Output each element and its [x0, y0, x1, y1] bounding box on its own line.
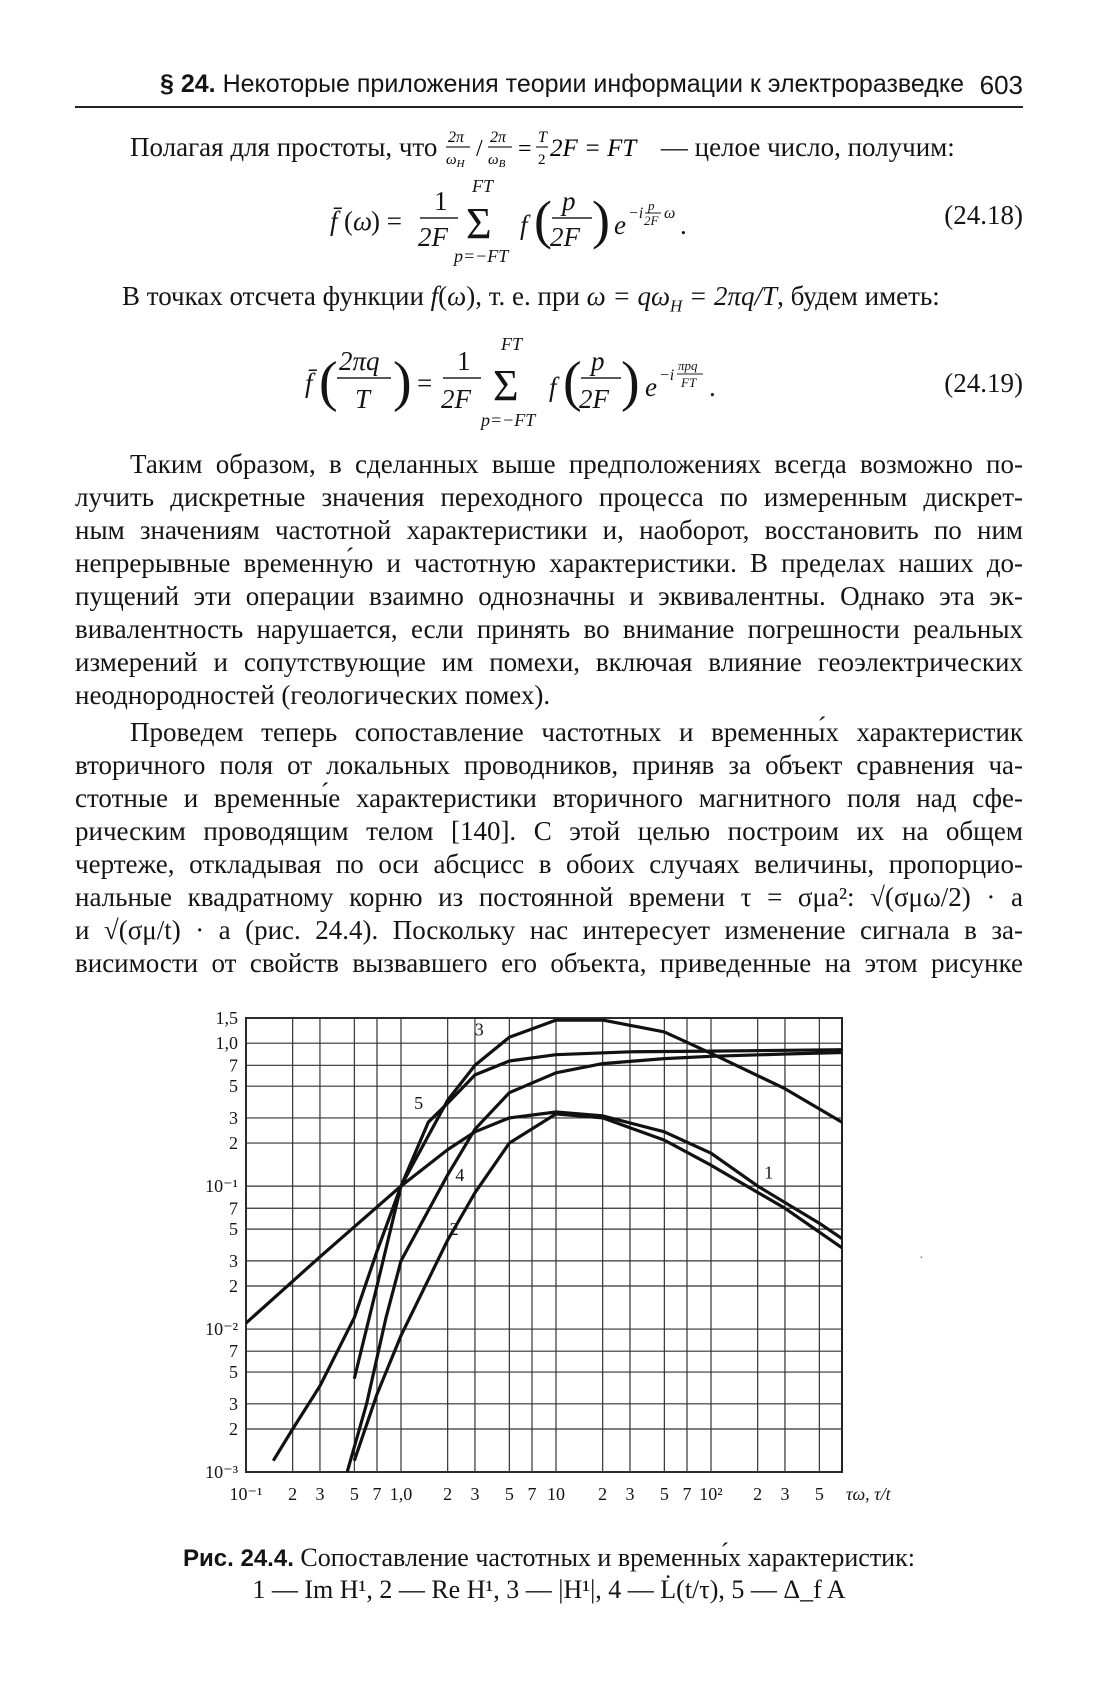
x-tick-label: 2 [598, 1484, 608, 1504]
x-tick-label: 7 [527, 1484, 537, 1504]
figure-caption-title: Сопоставление частотных и временны́х характеристик: [300, 1543, 915, 1572]
svg-text:(: ( [563, 351, 582, 413]
x-tick-label: 3 [470, 1484, 480, 1504]
points-mid: , т. е. при [475, 281, 580, 311]
svg-text:1: 1 [457, 346, 471, 376]
stray-dot: · [919, 1251, 924, 1266]
y-tick-label: 1,5 [215, 1008, 238, 1028]
x-tick-label: 3 [625, 1484, 635, 1504]
svg-text:f̄: f̄ [330, 206, 338, 236]
svg-text:ω: ω [353, 206, 373, 236]
equation-24-19-number: (24.19) [944, 368, 1023, 398]
svg-text:FT: FT [501, 334, 523, 354]
x-tick-label: 10⁻¹ [229, 1484, 263, 1504]
y-tick-label: 10⁻³ [205, 1462, 238, 1482]
y-tick-label: 5 [229, 1076, 238, 1097]
svg-text:FT: FT [681, 375, 697, 390]
equation-24-19-svg [305, 328, 775, 433]
svg-text:): ) [592, 190, 610, 250]
svg-text:e: e [614, 210, 626, 240]
equation-24-18-svg [330, 170, 770, 270]
para2-line: нальные квадратному корню из постоянной времени τ = σμa²: √(σμω/2) · a [75, 882, 1023, 912]
intro-line [130, 128, 1023, 168]
y-tick-label: 3 [229, 1107, 238, 1128]
para1-line: непрерывные временну́ю и частотную характеристики. В пределах наших до- [75, 548, 1023, 578]
svg-text:1: 1 [434, 186, 448, 216]
x-tick-label: 3 [315, 1484, 325, 1504]
y-tick-label: 10⁻¹ [205, 1176, 238, 1197]
para1-line: пущений эти операции взаимно однозначны и эквивалентны. Однако эта эк- [75, 581, 1023, 611]
svg-text:): ) [621, 351, 640, 413]
curve-label-1: 1 [764, 1162, 774, 1183]
x-tick-label: 5 [504, 1484, 514, 1504]
x-tick-label: 5 [349, 1484, 359, 1504]
points-fn: f [430, 281, 439, 311]
svg-text:p=−FT: p=−FT [454, 246, 509, 266]
y-tick-label: 5 [229, 1219, 238, 1240]
svg-text:T: T [355, 384, 371, 414]
x-tick-label: 10² [699, 1484, 723, 1504]
svg-text:) =: ) = [371, 206, 402, 236]
svg-text:ωB: $\omega_B$ [488, 152, 506, 170]
figure-caption [75, 1542, 1023, 1575]
x-tick-label: 1,0 [389, 1484, 413, 1504]
svg-text:2F: 2F [579, 384, 609, 414]
svg-text:(: ( [344, 206, 353, 236]
intro-suffix: — целое число, получим: [660, 132, 955, 162]
section-title: Некоторые приложения теории информации к электроразведке [222, 70, 964, 98]
svg-text:(: ( [319, 351, 338, 413]
svg-text:p: p [648, 198, 655, 213]
svg-text:−i: −i [659, 367, 675, 384]
y-tick-label: 2 [229, 1276, 238, 1297]
x-tick-label: 2 [288, 1484, 298, 1504]
intro-formula-svg [444, 128, 654, 168]
chart-svg [200, 1008, 891, 1510]
para2-line: вторичного поля от локальных проводников, приняв за объект сравнения ча- [75, 750, 1023, 780]
svg-text:2F = FT: 2F = FT [550, 135, 637, 162]
y-tick-label: 3 [229, 1250, 238, 1271]
svg-text:.: . [709, 372, 716, 402]
x-tick-label: 2 [443, 1484, 453, 1504]
svg-text:f̄: f̄ [305, 368, 313, 398]
para2-line: стотные и временны́е характеристики вторичного магнитного поля над сфе- [75, 783, 1023, 813]
svg-text:2F: 2F [418, 222, 448, 252]
y-tick-label: 2 [229, 1133, 238, 1154]
points-prefix: В точках отсчета функции [122, 281, 424, 311]
svg-text:f: f [520, 210, 528, 240]
x-tick-label: 7 [372, 1484, 382, 1504]
svg-text:2πq: 2πq [339, 346, 380, 376]
svg-text:πpq: πpq [678, 358, 698, 373]
points-formula: $\omega = q\omega_H = 2\pi q/T$ [586, 281, 778, 316]
y-tick-label: 1,0 [215, 1033, 238, 1054]
curve-label-5: 5 [414, 1093, 424, 1114]
y-tick-label: 7 [229, 1055, 238, 1076]
svg-text:2π: 2π [490, 129, 507, 146]
svg-text:T: T [538, 129, 548, 146]
para1-line: вивалентность нарушается, если принять во внимание погрешности реальных [75, 614, 1023, 644]
x-axis-label: τω, τ/t [846, 1484, 891, 1504]
x-tick-label: 3 [780, 1484, 790, 1504]
running-header [75, 66, 1023, 108]
svg-text:.: . [680, 210, 687, 240]
intro-formula [444, 129, 661, 170]
para1-line: неоднородностей (геологических помех). [75, 680, 551, 710]
svg-text:Σ: Σ [493, 361, 519, 410]
y-tick-label: 2 [229, 1418, 238, 1439]
x-tick-label: 7 [682, 1484, 692, 1504]
svg-text:p: p [562, 186, 576, 216]
svg-text:e: e [645, 372, 657, 402]
svg-text:2: 2 [538, 152, 546, 168]
svg-text:FT: FT [472, 176, 494, 196]
figure-caption-legend: 1 — Im H¹, 2 — Re H¹, 3 — |H¹|, 4 — L̇(t/τ), 5 — Δ_f A [252, 1575, 846, 1604]
svg-text:p: p [591, 346, 605, 376]
x-tick-label: 10 [547, 1484, 566, 1504]
svg-text:−i: −i [628, 205, 644, 222]
svg-text:2F: 2F [550, 222, 580, 252]
svg-text:): ) [393, 351, 412, 413]
y-tick-label: 10⁻² [205, 1319, 238, 1340]
curve-label-3: 3 [474, 1019, 484, 1040]
svg-text:=: = [518, 136, 532, 162]
figure-caption-label: Рис. 24.4. [183, 1545, 294, 1572]
svg-text:2π: 2π [448, 129, 465, 146]
para2-line: рическим проводящим телом [140]. С этой целью построим их на общем [75, 816, 1023, 846]
intro-prefix: Полагая для простоты, что [130, 132, 438, 162]
points-line: В точках отсчета функции f(ω), т. е. при $\omega = q\omega_H = 2\pi q/T$, будем иметь: [122, 281, 940, 316]
para2-line: Проведем теперь сопоставление частотных и временны́х характеристик [130, 717, 1023, 747]
x-tick-label: 5 [659, 1484, 669, 1504]
page-number: 603 [979, 70, 1023, 100]
para1-line: ным значениям частотной характеристики и, наоборот, восстановить по ним [75, 515, 1023, 545]
para2-line: и √(σμ/t) · a (рис. 24.4). Поскольку нас интересует изменение сигнала в за- [75, 915, 1023, 945]
y-tick-label: 3 [229, 1393, 238, 1414]
y-tick-label: 7 [229, 1341, 238, 1362]
x-tick-label: 2 [753, 1484, 763, 1504]
running-header-title [160, 70, 964, 99]
curve-label-2: 2 [449, 1219, 459, 1240]
points-suffix: , будем иметь: [777, 281, 940, 311]
para2-line: чертеже, откладывая по оси абсцисс в обоих случаях величины, пропорцио- [75, 849, 1023, 879]
equation-24-18-number: (24.18) [944, 200, 1023, 230]
svg-text:p=−FT: p=−FT [481, 410, 536, 430]
svg-text:/: / [476, 136, 483, 162]
svg-text:2F: 2F [441, 384, 471, 414]
curve-label-4: 4 [455, 1164, 465, 1185]
svg-text:=: = [417, 368, 433, 398]
y-tick-label: 7 [229, 1198, 238, 1219]
svg-text:(: ( [534, 190, 552, 250]
section-number: § 24. [160, 70, 216, 98]
svg-text:2F: 2F [644, 213, 659, 228]
svg-text:Σ: Σ [466, 199, 492, 248]
para2-line: висимости от свойств вызвавшего его объекта, приведенные на этом рисунке [75, 948, 1023, 978]
svg-text:f: f [549, 372, 557, 402]
svg-text:ωH: $\omega_H$ [446, 152, 465, 170]
figure-24-4 [200, 1008, 891, 1510]
para1-line: лучить дискретные значения переходного процесса по измеренным дискрет- [75, 482, 1023, 512]
x-tick-label: 5 [814, 1484, 824, 1504]
y-tick-label: 5 [229, 1362, 238, 1383]
para1-line: измерений и сопутствующие им помехи, включая влияние геоэлектрических [75, 647, 1023, 677]
svg-text:ω: ω [664, 205, 676, 222]
para1-line: Таким образом, в сделанных выше предположениях всегда возможно по- [130, 449, 1023, 479]
